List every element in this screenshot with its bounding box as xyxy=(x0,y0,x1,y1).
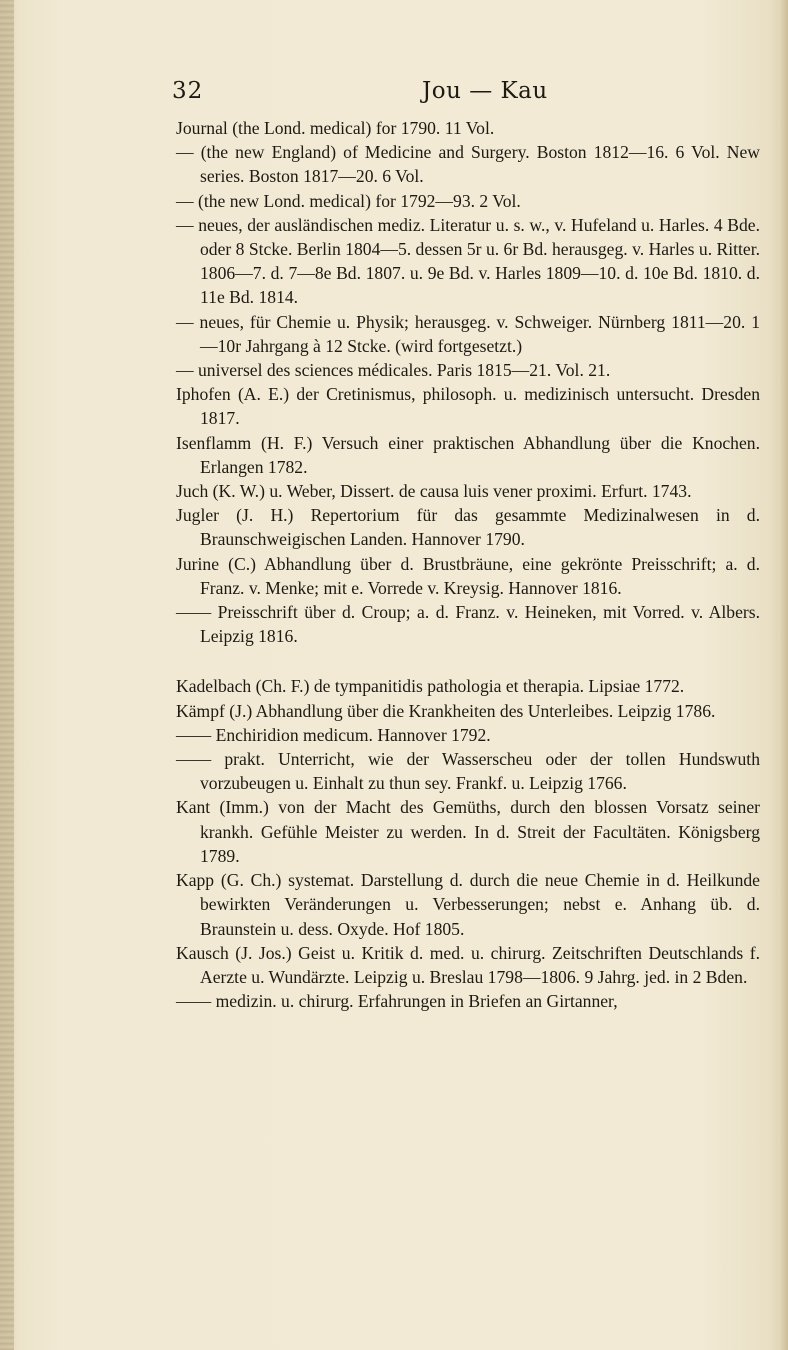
entry-journal-universel: — universel des sciences médicales. Paris 1815—21. Vol. 21. xyxy=(176,360,611,381)
page-header xyxy=(0,78,788,112)
entry-kaempf-enchiridion: —— Enchiridion medicum. Hannover 1792. xyxy=(176,724,491,745)
entry-journal-london-1790: Journal (the Lond. medical) for 1790. 11 Vol. xyxy=(176,118,495,138)
page-edge xyxy=(778,0,788,1350)
entry-kapp: Kapp (G. Ch.) systemat. Darstellung d. durch die neue Chemie in d. Heilkunde bewirkten Veränderungen u. Verbesserungen; nebst e. Anhang üb. d. Braunstein u. dess. Oxyde. Hof 1805. xyxy=(176,870,760,939)
bibliography-text xyxy=(176,116,760,1013)
entry-journal-london-1792: — (the new Lond. medical) for 1792—93. 2 Vol. xyxy=(176,190,521,211)
entry-kadelbach: Kadelbach (Ch. F.) de tympanitidis pathologia et therapia. Lipsiae 1772. xyxy=(176,676,685,697)
entry-kaempf-unterricht: —— prakt. Unterricht, wie der Wasserscheu oder der tollen Hundswuth vorzubeugen u. Einhalt zu thun sey. Frankf. u. Leipzig 1766. xyxy=(176,749,760,794)
page-number: 32 xyxy=(172,78,204,104)
entry-kausch-erfahrungen: —— medizin. u. chirurg. Erfahrungen in Briefen an Girtanner, xyxy=(176,991,618,1012)
entry-iphofen: Iphofen (A. E.) der Cretinismus, philosoph. u. medizinisch untersucht. Dresden 1817. xyxy=(176,384,760,429)
entry-kant: Kant (Imm.) von der Macht des Gemüths, durch den blossen Vorsatz seiner krankh. Gefühle Meister zu werden. In d. Streit der Facultäten. Königsberg 1789. xyxy=(176,797,760,866)
entry-jurine: Jurine (C.) Abhandlung über d. Brustbräune, eine gekrönte Preisschrift; a. d. Franz. v. Menke; mit e. Vorrede v. Kreysig. Hannover 1816. xyxy=(176,553,760,598)
entry-jurine-croup: —— Preisschrift über d. Croup; a. d. Franz. v. Heineken, mit Vorred. v. Albers. Leipzig 1816. xyxy=(176,602,760,647)
entry-juch: Juch (K. W.) u. Weber, Dissert. de causa luis vener proximi. Erfurt. 1743. xyxy=(176,481,692,502)
entry-journal-neues-mediz: — neues, der ausländischen mediz. Literatur u. s. w., v. Hufeland u. Harles. 4 Bde. oder 8 Stcke. Berlin 1804—5. dessen 5r u. 6r Bd. herausgeg. v. Harles u. Ritter. 1806—7. d. 7—8e Bd. 1807. u. 9e Bd. v. Harles 1809—10. d. 10e Bd. 1810. d. 11e Bd. 1814. xyxy=(176,214,760,308)
entry-kaempf: Kämpf (J.) Abhandlung über die Krankheiten des Unterleibes. Leipzig 1786. xyxy=(176,700,716,721)
section-gap xyxy=(176,648,760,674)
book-spine-shadow xyxy=(0,0,14,1350)
entry-isenflamm: Isenflamm (H. F.) Versuch einer praktischen Abhandlung über die Knochen. Erlangen 1782. xyxy=(176,432,760,477)
entry-jugler: Jugler (J. H.) Repertorium für das gesammte Medizinalwesen in d. Braunschweigischen Landen. Hannover 1790. xyxy=(176,505,760,550)
entry-journal-chemie-physik: — neues, für Chemie u. Physik; herausgeg. v. Schweiger. Nürnberg 1811—20. 1—10r Jahrgang à 12 Stcke. (wird fortgesetzt.) xyxy=(176,311,760,356)
entry-journal-new-england: — (the new England) of Medicine and Surgery. Boston 1812—16. 6 Vol. New series. Boston 1817—20. 6 Vol. xyxy=(176,142,760,187)
entry-kausch: Kausch (J. Jos.) Geist u. Kritik d. med. u. chirurg. Zeitschriften Deutschlands f. Aerzte u. Wundärzte. Leipzig u. Breslau 1798—1806. 9 Jahrg. jed. in 2 Bden. xyxy=(176,942,760,987)
running-head: Jou — Kau xyxy=(422,78,548,104)
